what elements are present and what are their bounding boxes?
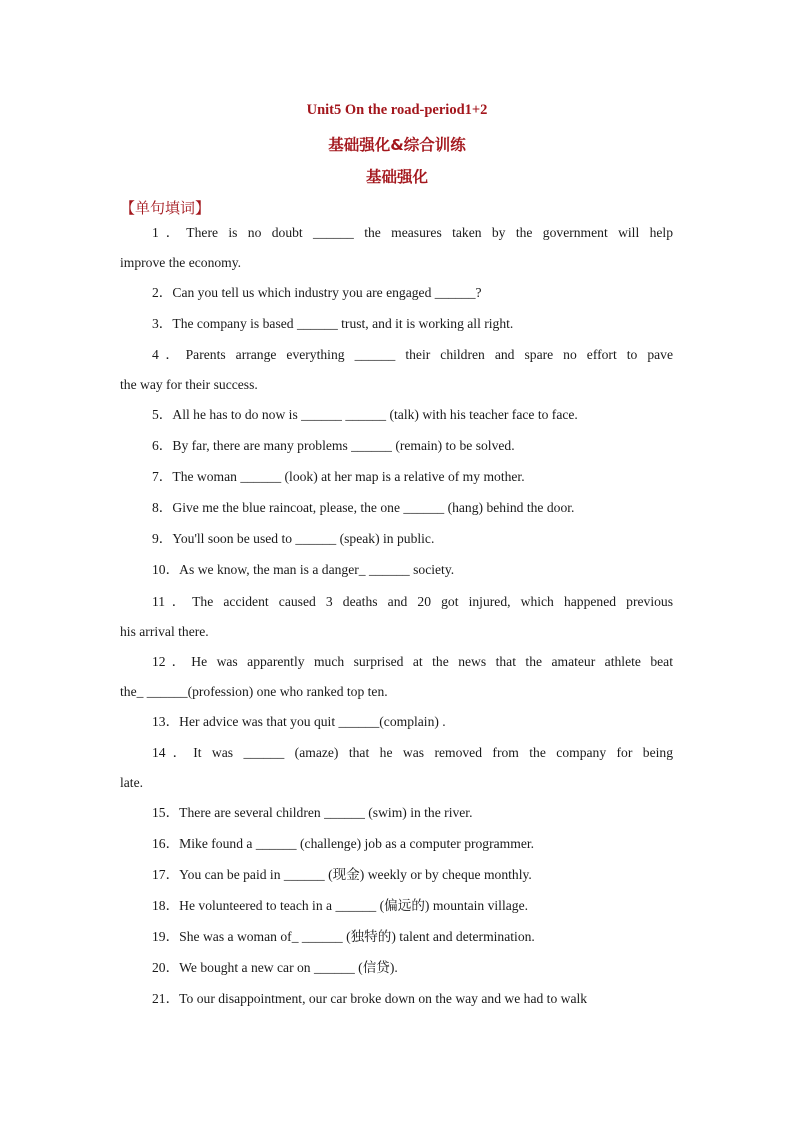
question-item [120,431,673,461]
question-line: 14．It was ______ (amaze) that he was removed from the company for being [152,744,673,760]
question-item [120,309,673,339]
question-line: 4．Parents arrange everything ______ their children and spare no effort to pave [152,347,673,363]
section-title: 基础强化 [365,168,428,186]
question-line: 8．Give me the blue raincoat, please, the one ______ (hang) behind the door. [152,500,575,516]
question-line-continued: the_ ______(profession) one who ranked top ten. [120,683,388,699]
question-item [120,984,673,1014]
question-item [120,218,673,278]
unit-title: Unit5 On the road-period1+2 [306,102,488,118]
question-item [120,340,673,400]
question-item [120,400,673,430]
question-item [120,953,673,983]
question-item [120,738,673,798]
question-line: 10．As we know, the man is a danger_ ______ society. [152,562,455,578]
question-line: 19．She was a woman of_ ______ (独特的) talent and determination. [152,928,535,944]
exercise-heading: 【单句填词】 [120,199,211,217]
question-line: 2．Can you tell us which industry you are engaged ______? [152,285,482,301]
question-item [120,891,673,921]
question-line: 18．He volunteered to teach in a ______ (偏远的) mountain village. [152,897,528,913]
question-item [120,647,673,707]
question-item [120,829,673,859]
question-item [120,493,673,523]
question-line: 7．The woman ______ (look) at her map is a relative of my mother. [152,469,525,485]
question-item [120,922,673,952]
question-line: 3．The company is based ______ trust, and it is working all right. [152,316,514,332]
question-line: 15．There are several children ______ (swim) in the river. [152,804,473,820]
question-line: 9．You'll soon be used to ______ (speak) in public. [152,531,435,547]
question-item [120,278,673,308]
question-item [120,587,673,647]
question-line: 12．He was apparently much surprised at the news that the amateur athlete beat [152,653,673,669]
question-line: 1．There is no doubt ______ the measures taken by the government will help [152,225,673,240]
question-line: 17．You can be paid in ______ (现金) weekly or by cheque monthly. [152,866,532,882]
question-line: 16．Mike found a ______ (challenge) job as a computer programmer. [152,835,535,851]
question-line-continued: his arrival there. [120,623,209,639]
question-line: 5．All he has to do now is ______ ______ (talk) with his teacher face to face. [152,407,578,423]
question-line: 21．To our disappointment, our car broke down on the way and we had to walk [152,991,588,1006]
question-item [120,798,673,828]
question-line-continued: late. [120,774,144,790]
question-item [120,524,673,554]
question-line: 20．We bought a new car on ______ (信贷). [152,959,398,975]
question-item [120,462,673,492]
question-line: 13．Her advice was that you quit ______(complain) . [152,713,446,729]
question-line: 11．The accident caused 3 deaths and 20 got injured, which happened previous [152,593,673,609]
question-line-continued: improve the economy. [120,255,242,270]
question-item [120,860,673,890]
question-item [120,555,673,585]
question-line: 6．By far, there are many problems ______ (remain) to be solved. [152,438,515,454]
question-item [120,707,673,737]
question-line-continued: the way for their success. [120,377,258,393]
subtitle: 基础强化&综合训练 [328,136,466,154]
